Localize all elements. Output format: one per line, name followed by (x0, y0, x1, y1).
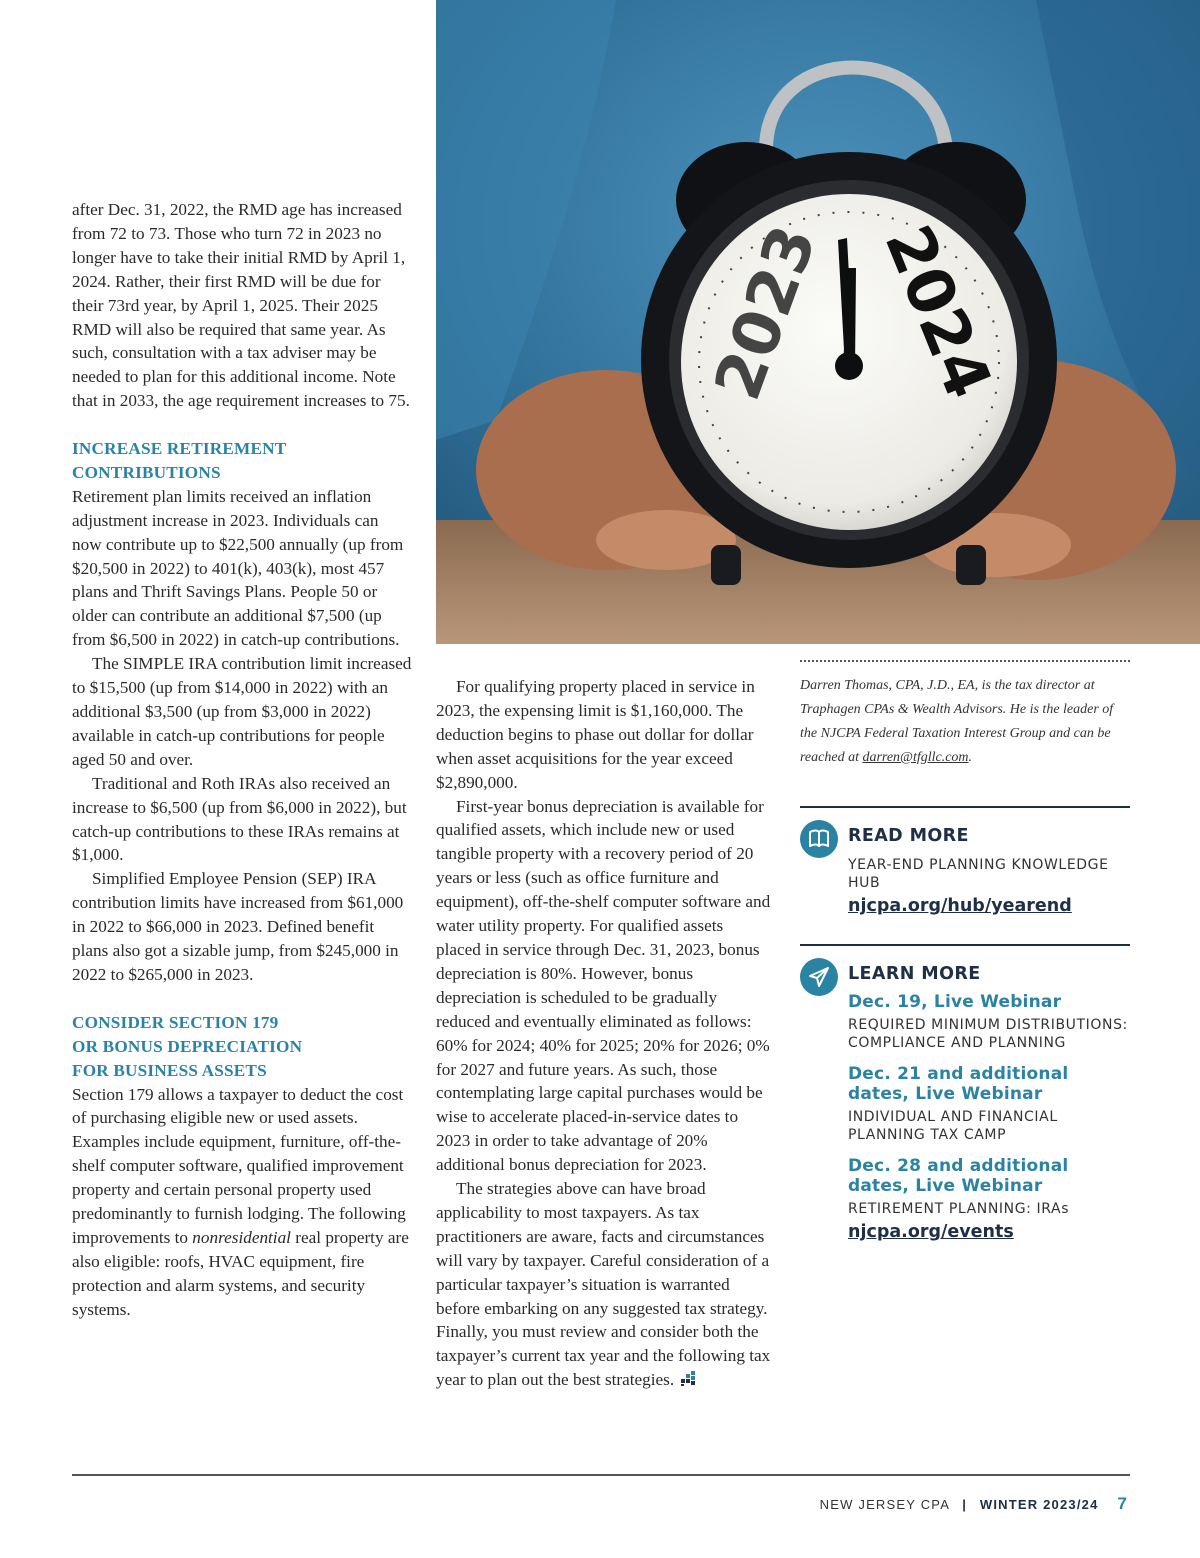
event-description: REQUIRED MINIMUM DISTRIBUTIONS: COMPLIANCE AND PLANNING (848, 1017, 1128, 1051)
knowledge-hub-link[interactable]: njcpa.org/hub/yearend (848, 896, 1072, 916)
paragraph-expensing-limit: For qualifying property placed in service in 2023, the expensing limit is $1,160,000. The deduction begins to phase out dollar for dollar when asset acquisitions for the year exceed $2,890,000. (436, 677, 755, 792)
paragraph-traditional-roth: Traditional and Roth IRAs also received an increase to $6,500 (up from $6,000 in 2022), but catch-up contributions to these IRAs remains at $1,000. (72, 773, 407, 865)
section-rule (800, 806, 1130, 808)
page-number: 7 (1117, 1494, 1128, 1513)
text-run: real property are also eligible: roofs, HVAC equipment, fire protection and alarm systems, and security systems. (72, 1227, 409, 1319)
heading-line: CONSIDER SECTION 179 (72, 1012, 279, 1032)
article-column-left (72, 198, 412, 1322)
heading-line: INCREASE RETIREMENT (72, 439, 287, 459)
event-item (848, 992, 1130, 1052)
heading-increase-retirement-contributions (72, 437, 412, 485)
paragraph-retirement-limits: Retirement plan limits received an inflation adjustment increase in 2023. Individuals can now contribute up to $22,500 annually (up from $20,500 in 2022) to 401(k), 403(k), most 457 plans and Thrift Savings Plans. People 50 or older can contribute an additional $7,500 (up from $6,500 in 2022) in catch-up contributions. (72, 486, 404, 650)
bio-end: . (968, 750, 973, 765)
paragraph-rmd-age: after Dec. 31, 2022, the RMD age has increased from 72 to 73. Those who turn 72 in 2023 no longer have to take their initial RMD by April 1, 2024. Rather, their first RMD will be due for their 73rd year, by April 1, 2025. Their 2025 RMD will also be required that same year. As such, consultation with a tax adviser may be needed to plan for this additional income. Note that in 2033, the age requirement increases to 75. (72, 200, 410, 411)
heading-line: CONTRIBUTIONS (72, 462, 221, 482)
author-bio (800, 674, 1130, 770)
page-footer (820, 1494, 1128, 1514)
author-email-link[interactable]: darren@tfgllc.com (862, 750, 969, 765)
learn-more-title: LEARN MORE (848, 964, 981, 984)
event-item (848, 1156, 1130, 1218)
event-date[interactable]: Dec. 28 and additional dates, Live Webinar (848, 1156, 1069, 1196)
events-link[interactable]: njcpa.org/events (848, 1222, 1014, 1242)
event-description: RETIREMENT PLANNING: IRAs (848, 1201, 1070, 1217)
heading-line: FOR BUSINESS ASSETS (72, 1060, 267, 1080)
paragraph-strategies (436, 1177, 772, 1392)
emphasis-nonresidential: nonresidential (192, 1227, 291, 1247)
sidebar (800, 660, 1130, 1242)
event-description: INDIVIDUAL AND FINANCIAL PLANNING TAX CAMP (848, 1109, 1058, 1143)
alarm-clock-photo (436, 0, 1200, 644)
read-more-box (800, 820, 1130, 916)
paragraph-sep-ira: Simplified Employee Pension (SEP) IRA contribution limits have increased from $61,000 in 2022 to $66,000 in 2023. Defined benefit plans also got a sizable jump, from $245,000 in 2022 to $265,000 in 2023. (72, 869, 404, 984)
paragraph-bonus-depreciation: First-year bonus depreciation is available for qualified assets, which include new or used tangible property with a recovery period of 20 years or less (such as office furniture and equipment), off-the-shelf computer software and water utility property. For qualified assets placed in service through Dec. 31, 2023, bonus depreciation is 80%. However, bonus depreciation is scheduled to be gradually reduced and eventually eliminated as follows: 60% for 2024; 40% for 2025; 20% for 2026; 0% for 2027 and future years. As such, those contemplating large capital purchases would be wise to accelerate placed-in-service dates to 2023 in order to take advantage of 20% additional bonus depreciation for 2023. (436, 796, 771, 1175)
event-date[interactable]: Dec. 21 and additional dates, Live Webinar (848, 1064, 1069, 1104)
heading-section-179 (72, 1011, 412, 1083)
read-more-title: READ MORE (848, 826, 969, 846)
issue-name: WINTER 2023/24 (979, 1497, 1099, 1512)
paragraph-simple-ira: The SIMPLE IRA contribution limit increased to $15,500 (up from $14,000 in 2022) with an additional $3,500 (up from $3,000 in 2022) available in catch-up contributions for people aged 50 and over. (72, 654, 412, 769)
event-date[interactable]: Dec. 19, Live Webinar (848, 992, 1062, 1012)
paragraph-section-179 (72, 1083, 412, 1322)
read-more-subtitle: YEAR-END PLANNING KNOWLEDGE HUB (848, 857, 1109, 891)
text-run: Section 179 allows a taxpayer to deduct the cost of purchasing eligible new or used assets. Examples include equipment, furniture, off-the-shelf computer software, qualified improvement property and certain personal property used predominantly to furnish lodging. The following improvements to (72, 1084, 406, 1247)
footer-rule (72, 1474, 1130, 1476)
paper-plane-icon (800, 958, 838, 996)
event-item (848, 1064, 1130, 1144)
text-run: The strategies above can have broad applicability to most taxpayers. As tax practitioners are aware, facts and circumstances will vary by taxpayer. Careful consideration of a particular taxpayer’s situation is warranted before embarking on any suggested tax strategy. Finally, you must review and consider both the taxpayer’s current tax year and the following tax year to plan out the best strategies. (436, 1179, 771, 1390)
end-mark-icon (681, 1371, 696, 1386)
section-rule (800, 944, 1130, 946)
learn-more-box (800, 958, 1130, 1242)
dotted-divider (800, 660, 1130, 662)
year-label-left: 2023 (701, 216, 832, 410)
footer-separator: | (962, 1497, 968, 1512)
alarm-clock-illustration (436, 0, 1200, 644)
heading-line: OR BONUS DEPRECIATION (72, 1036, 303, 1056)
article-column-middle (436, 675, 772, 1392)
bio-text: Darren Thomas, CPA, J.D., EA, is the tax director at Traphagen CPAs & Wealth Advisors. He is the leader of the NJCPA Federal Taxation Interest Group and can be reached at (800, 678, 1114, 765)
publication-name: NEW JERSEY CPA (819, 1497, 950, 1512)
year-label-right: 2024 (869, 215, 1006, 409)
book-icon (800, 820, 838, 858)
